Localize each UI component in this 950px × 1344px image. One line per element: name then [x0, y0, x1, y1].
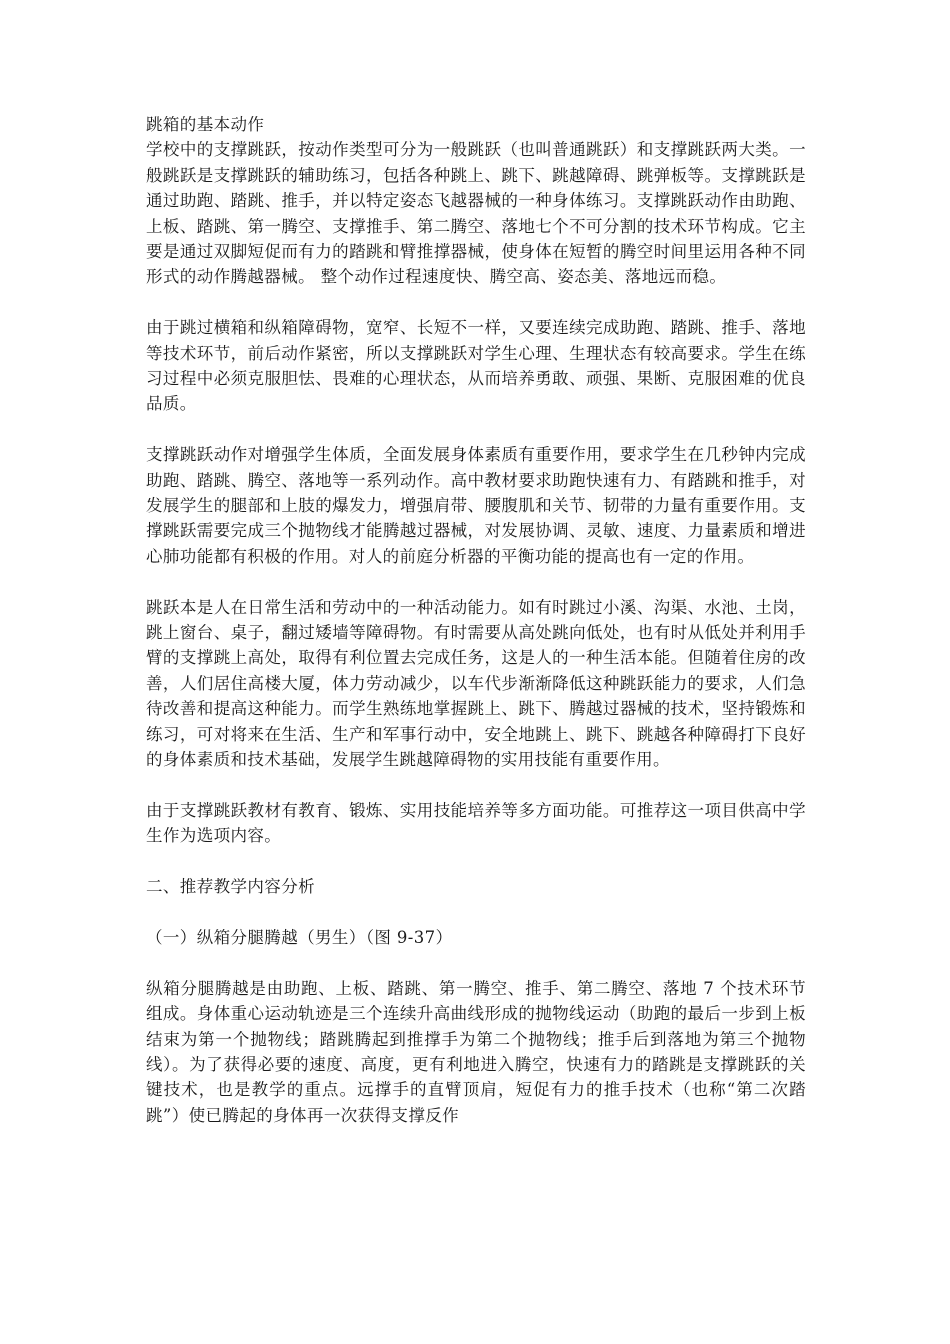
paragraph: 支撑跳跃动作对增强学生体质，全面发展身体素质有重要作用，要求学生在几秒钟内完成助跑、踏跳、腾空、落地等一系列动作。高中教材要求助跑快速有力、有踏跳和推手，对发展学生的腿部和上肢的爆发力，增强肩带、腰腹肌和关节、韧带的力量有重要作用。支撑跳跃需要完成三个抛物线才能腾越过器械，对发展协调、灵敏、速度、力量素质和增进心肺功能都有积极的作用。对人的前庭分析器的平衡功能的提高也有一定的作用。	[146, 445, 806, 566]
section-heading: 二、推荐教学内容分析	[146, 877, 315, 897]
paragraph: 跳跃本是人在日常生活和劳动中的一种活动能力。如有时跳过小溪、沟渠、水池、土岗，跳上窗台、桌子，翻过矮墙等障碍物。有时需要从高处跳向低处，也有时从低处并利用手臂的支撑跳上高处，取得有利位置去完成任务，这是人的一种生活本能。但随着住房的改善，人们居住高楼大厦，体力劳动减少，以车代步渐渐降低这种跳跃能力的要求，人们急待改善和提高这种能力。而学生熟练地掌握跳上、跳下、腾越过器械的技术，坚持锻炼和练习，可对将来在生活、生产和军事行动中，安全地跳上、跳下、跳越各种障碍打下良好的身体素质和技术基础，发展学生跳越障碍物的实用技能有重要作用。	[146, 597, 806, 770]
subsection-heading: （一）纵箱分腿腾越（男生）（图 9-37）	[146, 927, 453, 947]
document-title: 跳箱的基本动作	[146, 115, 265, 134]
paragraph: 纵箱分腿腾越是由助跑、上板、踏跳、第一腾空、推手、第二腾空、落地 7 个技术环节组成。身体重心运动轨迹是三个连续升高曲线形成的抛物线运动（助跑的最后一步到上板结束为第一个抛物线；踏跳腾起到推撑手为第二个抛物线；推手后到落地为第三个抛物线）。为了获得必要的速度、高度，更有利地进入腾空，快速有力的踏跳是支撑跳跃的关键技术，也是教学的重点。远撑手的直臂顶肩，短促有力的推手技术（也称“第二次踏跳”）使已腾起的身体再一次获得支撑反作	[146, 978, 806, 1125]
document-body	[146, 112, 806, 1154]
paragraph: 由于支撑跳跃教材有教育、锻炼、实用技能培养等多方面功能。可推荐这一项目供高中学生作为选项内容。	[146, 800, 806, 846]
paragraph: 由于跳过横箱和纵箱障碍物，宽窄、长短不一样，又要连续完成助跑、踏跳、推手、落地等技术环节，前后动作紧密，所以支撑跳跃对学生心理、生理状态有较高要求。学生在练习过程中必须克服胆怯、畏难的心理状态，从而培养勇敢、顽强、果断、克服困难的优良品质。	[146, 318, 806, 414]
paragraph: 学校中的支撑跳跃，按动作类型可分为一般跳跃（也叫普通跳跃）和支撑跳跃两大类。一般跳跃是支撑跳跃的辅助练习，包括各种跳上、跳下、跳越障碍、跳弹板等。支撑跳跃是通过助跑、踏跳、推手，并以特定姿态飞越器械的一种身体练习。支撑跳跃动作由助跑、上板、踏跳、第一腾空、支撑推手、第二腾空、落地七个不可分割的技术环节构成。它主要是通过双脚短促而有力的踏跳和臂推撑器械，使身体在短暂的腾空时间里运用各种不同形式的动作腾越器械。 整个动作过程速度快、腾空高、姿态美、落地远而稳。	[146, 140, 806, 287]
